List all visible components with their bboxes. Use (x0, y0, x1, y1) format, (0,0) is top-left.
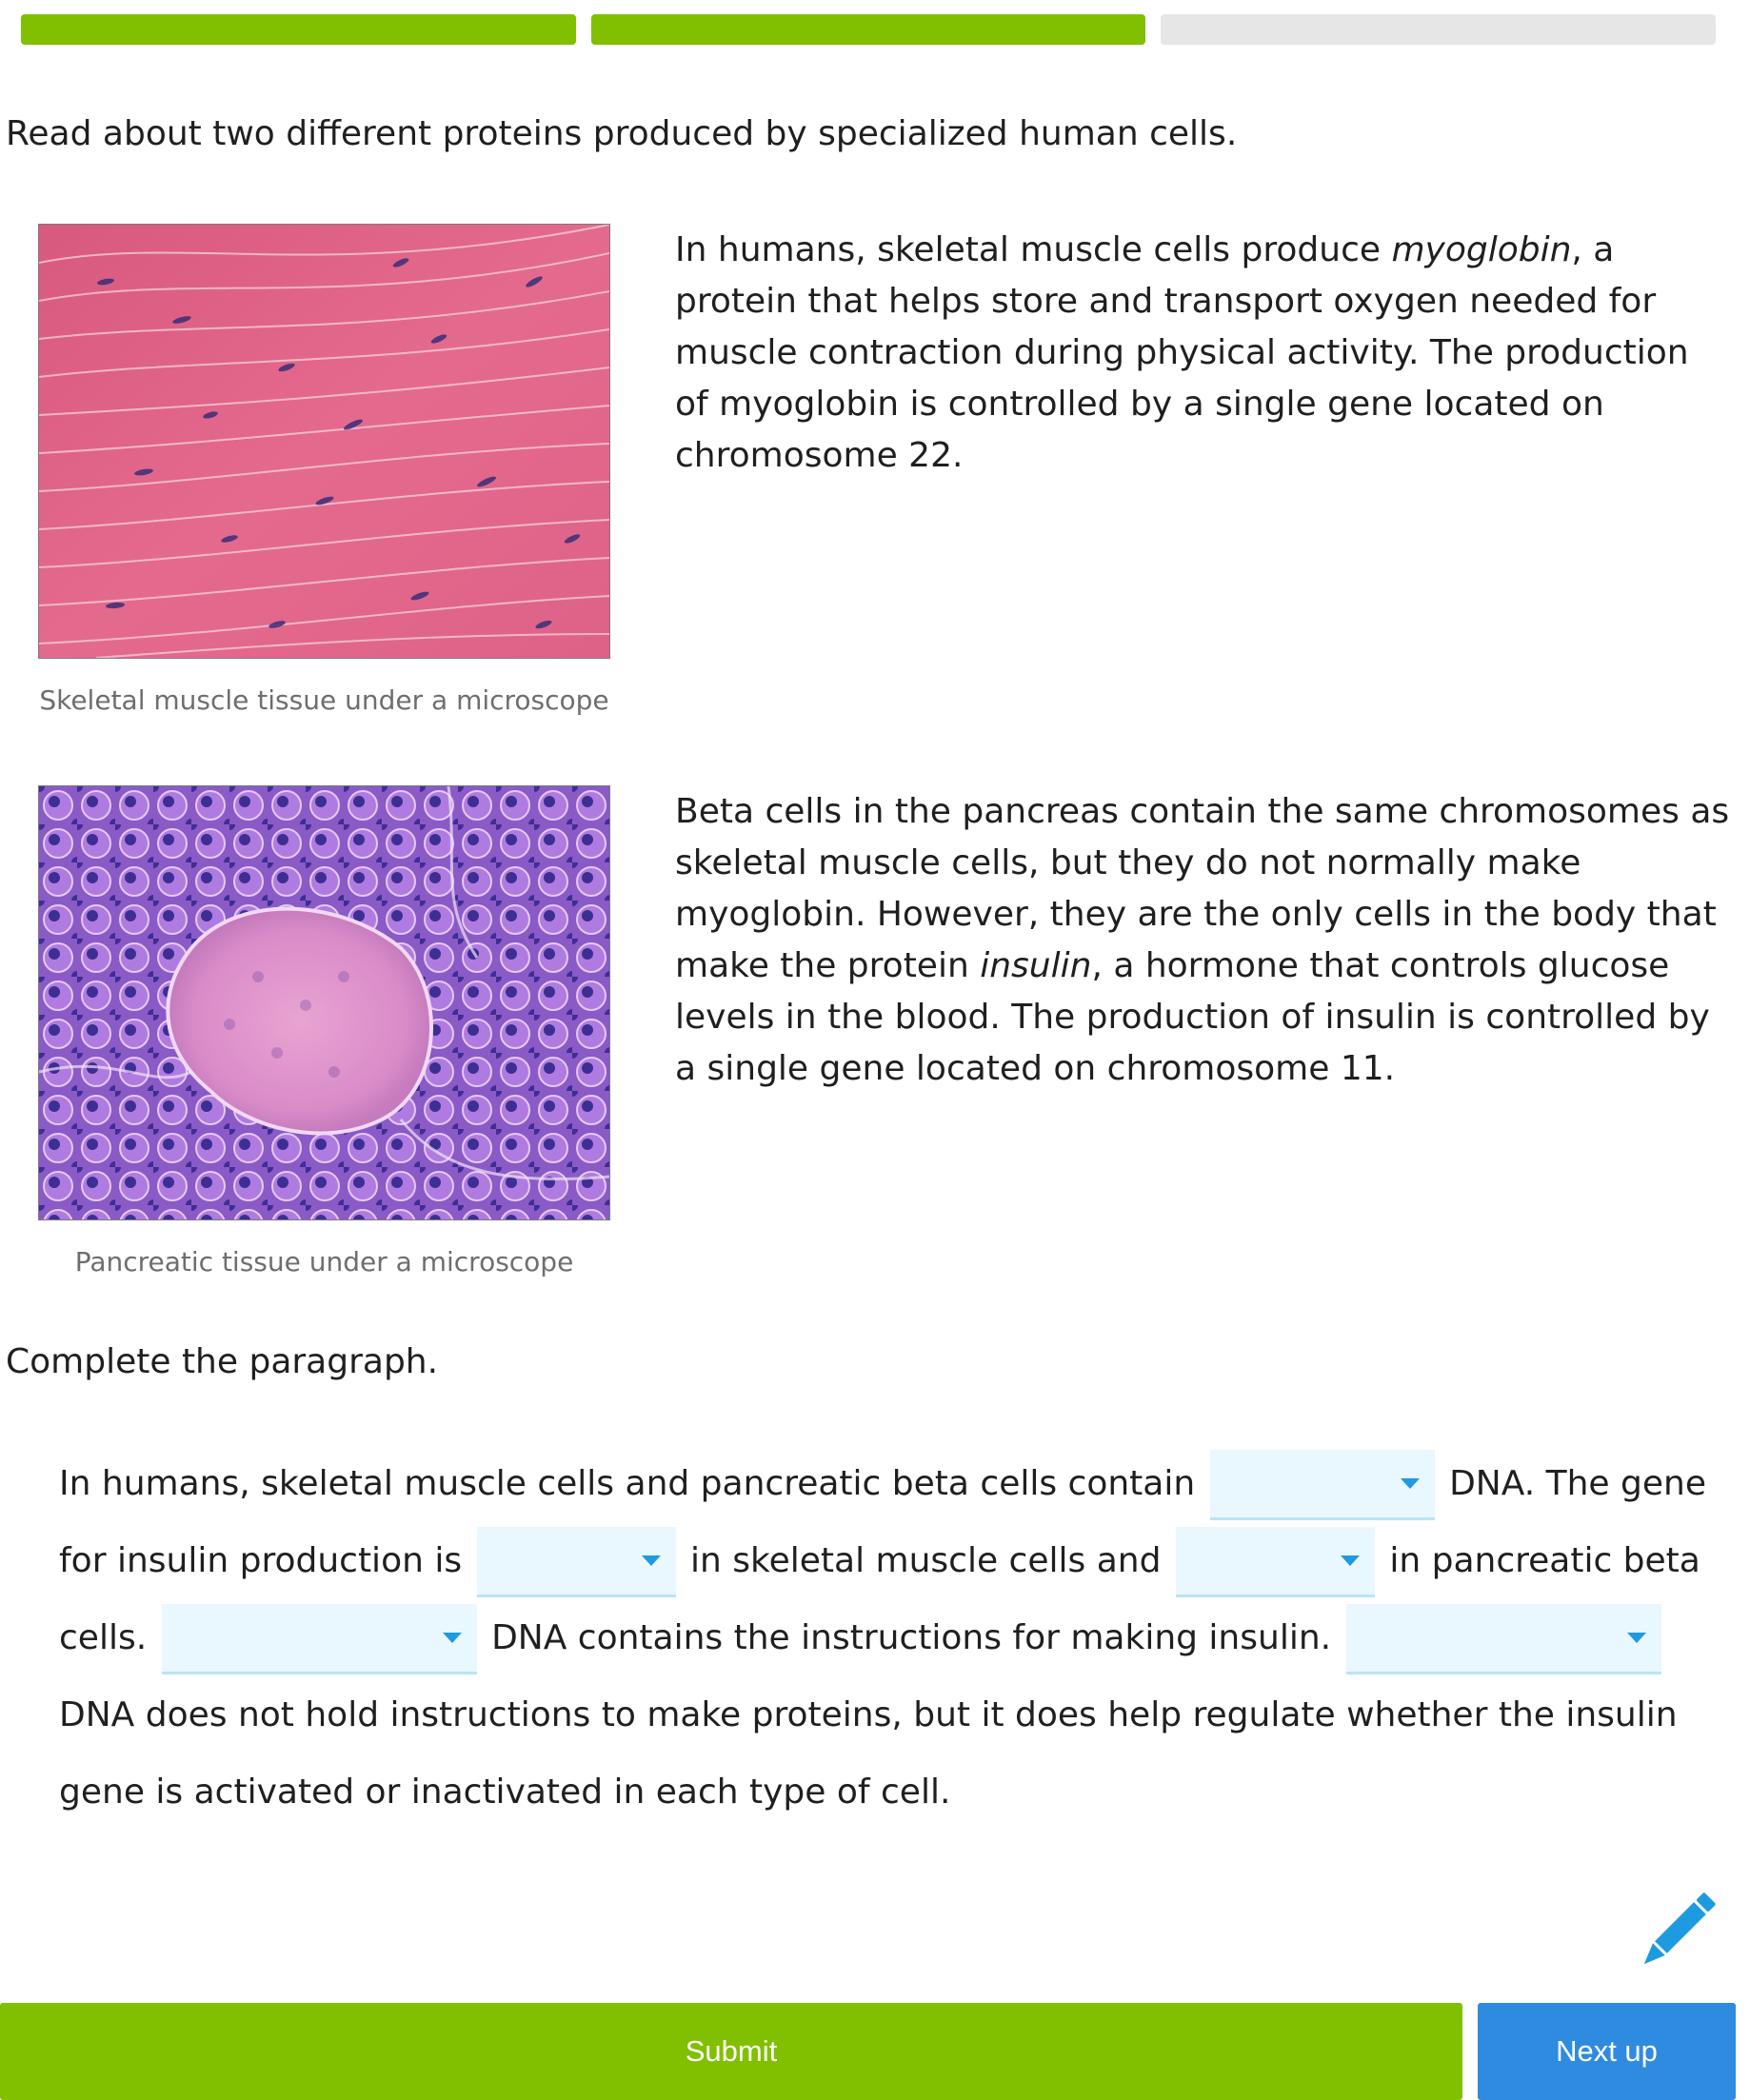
caret-down-icon (1401, 1478, 1420, 1489)
myoglobin-term: myoglobin (1391, 230, 1572, 269)
figure-caption: Pancreatic tissue under a microscope (74, 1246, 574, 1278)
progress-segment (1161, 14, 1716, 45)
insulin-description: Beta cells in the pancreas contain the same chromosomes as skeletal muscle cells, but they do not normally make myoglobin. However, they are the only cells in the body that make the protein insulin, a hormone that controls glucose levels in the blood. The production of insulin is controlled by a single gene located on chromosome 11. (675, 792, 1730, 1088)
progress-bar (21, 14, 1716, 45)
caret-down-icon (1627, 1633, 1646, 1643)
insulin-term: insulin (980, 946, 1092, 985)
dropdown-5[interactable] (1346, 1604, 1661, 1674)
figure-caption: Skeletal muscle tissue under a microscope (39, 684, 609, 716)
next-up-button[interactable]: Next up (1478, 2003, 1736, 2100)
myoglobin-description: In humans, skeletal muscle cells produce myoglobin, a protein that helps store and transport oxygen needed for muscle contraction during physical activity. The production of myoglobin is controlled by a single gene located on chromosome 22. (675, 230, 1689, 475)
dropdown-3[interactable] (1176, 1527, 1375, 1597)
skeletal-muscle-image (38, 224, 610, 659)
progress-segment (21, 14, 576, 45)
figure-pancreatic-tissue (38, 785, 610, 1278)
submit-button[interactable]: Submit (0, 2003, 1462, 2100)
pancreatic-tissue-image (38, 785, 610, 1220)
dropdown-1[interactable] (1210, 1450, 1435, 1520)
caret-down-icon (642, 1555, 661, 1566)
dropdown-4[interactable] (162, 1604, 477, 1674)
pencil-icon[interactable] (1633, 1890, 1719, 1975)
instruction-text: Complete the paragraph. (6, 1342, 439, 1381)
dropdown-2[interactable] (477, 1527, 676, 1597)
figure-skeletal-muscle (38, 224, 610, 716)
intro-text: Read about two different proteins produced by specialized human cells. (6, 114, 1238, 153)
caret-down-icon (1341, 1555, 1360, 1566)
caret-down-icon (443, 1633, 462, 1643)
fill-in-paragraph: In humans, skeletal muscle cells and pancreatic beta cells contain DNA. The gene for insulin production is in skeletal muscle cells and in pancreatic beta cells. DNA contains the instructions for making insulin. DNA does not hold instructions to make proteins, but it does help regulate whether the insulin gene is activated or inactivated in each type of cell. (59, 1445, 1716, 1831)
progress-segment (591, 14, 1146, 45)
